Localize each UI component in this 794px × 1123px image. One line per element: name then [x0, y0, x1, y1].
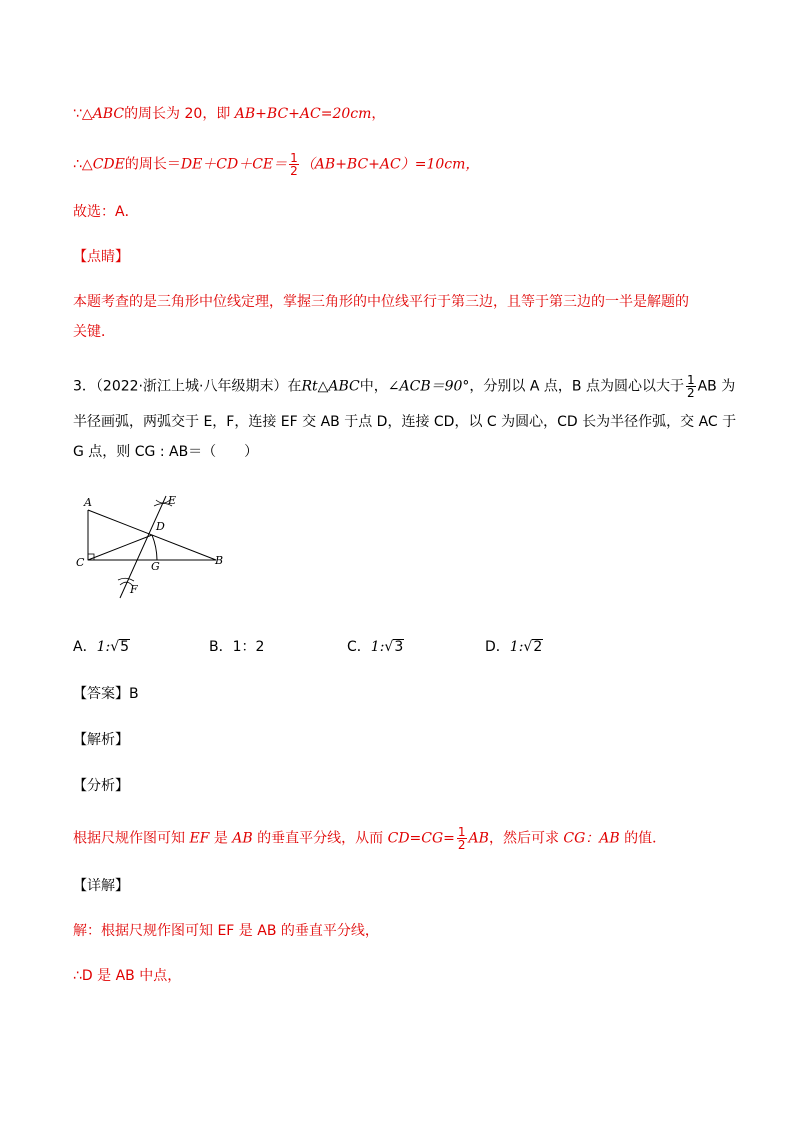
option-d[interactable]: [485, 636, 543, 656]
frac-num: 1: [686, 373, 695, 387]
fraction-half: [289, 152, 299, 177]
option-label: D．: [485, 639, 510, 655]
result: =10cm，: [414, 156, 480, 173]
solution-line-perimeter: [73, 104, 385, 124]
option-value: 1：2: [232, 639, 265, 655]
text: 的垂直平分线，从而: [252, 830, 388, 847]
frac-den: 2: [686, 386, 695, 400]
fenxi-line: [73, 826, 666, 851]
answer-value: B: [129, 686, 139, 702]
detail-line-2: ∴D 是 AB 中点，: [73, 968, 182, 984]
label-b: B: [215, 554, 224, 567]
option-value: 1:: [370, 639, 385, 655]
text: ，: [371, 106, 386, 122]
therefore-symbol: ∴△: [73, 156, 93, 173]
geometry-figure: [70, 488, 240, 600]
option-value: 1:: [96, 639, 111, 655]
option-value: 1:: [509, 639, 524, 655]
ab: AB: [232, 830, 253, 847]
label-f: F: [130, 583, 138, 596]
sqrt-icon: √: [110, 639, 120, 655]
sum-expr: DE＋CD＋CE＝: [180, 156, 288, 173]
option-label: B．: [209, 639, 233, 655]
text: 在: [287, 378, 302, 395]
option-label: C．: [347, 639, 371, 655]
dianjing-tag: 【点睛】: [73, 249, 129, 265]
ab: AB: [468, 830, 489, 847]
question-line-3: G 点，则 CG : AB＝（ ）: [73, 444, 259, 460]
label-c: C: [76, 556, 85, 569]
solution-line-cde: [73, 152, 479, 177]
text: 的周长＝: [124, 156, 181, 173]
fraction-half: [457, 826, 467, 851]
angle-acb: ∠ACB＝90°: [387, 378, 470, 395]
label-g: G: [151, 560, 160, 573]
cd-cg: CD=CG=: [387, 830, 455, 847]
radicand: 5: [120, 639, 130, 655]
question-number: 3．: [73, 378, 96, 395]
line-ef: [120, 496, 166, 598]
frac-den: 2: [290, 164, 298, 178]
text: 的周长为 20，即: [124, 106, 235, 122]
sqrt-icon: √: [384, 639, 394, 655]
dianjing-line-1: 本题考查的是三角形中位线定理，掌握三角形的中位线平行于第三边，且等于第三边的一半是解题的: [73, 294, 689, 310]
question-source: （2022·浙江上城·八年级期末）: [95, 378, 288, 395]
fenxi-tag: 【分析】: [73, 778, 129, 794]
rt-symbol: Rt: [301, 378, 318, 395]
text: 的值．: [619, 830, 667, 847]
xiangjie-tag: 【详解】: [73, 878, 129, 894]
dianjing-line-2: 关键．: [73, 324, 115, 340]
because-symbol: ∵△: [73, 106, 93, 122]
cg-ab: CG：AB: [563, 830, 620, 847]
question-line-2: 半径画弧，两弧交于 E，F，连接 EF 交 AB 于点 D，连接 CD，以 C 为圆心，CD 长为半径作弧，交 AC 于: [73, 414, 737, 430]
frac-den: 2: [457, 838, 466, 852]
triangle-cde: CDE: [92, 156, 125, 173]
option-a[interactable]: [73, 636, 130, 656]
answer-tag: 【答案】: [73, 686, 129, 702]
perimeter-expr: AB+BC+AC=20cm: [234, 106, 372, 122]
radicand: 3: [394, 639, 404, 655]
detail-line-1: 解：根据尺规作图可知 EF 是 AB 的垂直平分线，: [73, 923, 379, 939]
frac-num: 1: [290, 151, 298, 165]
text: 中，: [359, 378, 388, 395]
text: ，然后可求: [488, 830, 564, 847]
question-line-1: [73, 374, 735, 399]
label-d: D: [156, 520, 165, 533]
label-a: A: [84, 496, 92, 509]
text: 根据尺规作图可知: [73, 830, 190, 847]
option-b[interactable]: [209, 636, 264, 656]
paren-expr: （AB+BC+AC）: [300, 156, 415, 173]
arc-g: [152, 535, 157, 560]
options-row: [73, 636, 633, 656]
triangle-abc: △ABC: [317, 378, 360, 395]
fraction-half: [686, 374, 696, 399]
text: 是: [209, 830, 233, 847]
ef: EF: [189, 830, 210, 847]
radicand: 2: [533, 639, 543, 655]
triangle-abc: ABC: [92, 106, 125, 122]
answer-line: [73, 684, 139, 704]
option-label: A．: [73, 639, 97, 655]
text: AB 为: [697, 378, 736, 395]
answer-choice: 故选：A．: [73, 204, 139, 220]
sqrt-icon: √: [523, 639, 533, 655]
label-e: E: [168, 494, 177, 507]
arc-f-1: [118, 578, 134, 581]
frac-num: 1: [457, 825, 466, 839]
text: ，分别以 A 点，B 点为圆心以大于: [469, 378, 684, 395]
jiexi-tag: 【解析】: [73, 732, 129, 748]
option-c[interactable]: [347, 636, 404, 656]
